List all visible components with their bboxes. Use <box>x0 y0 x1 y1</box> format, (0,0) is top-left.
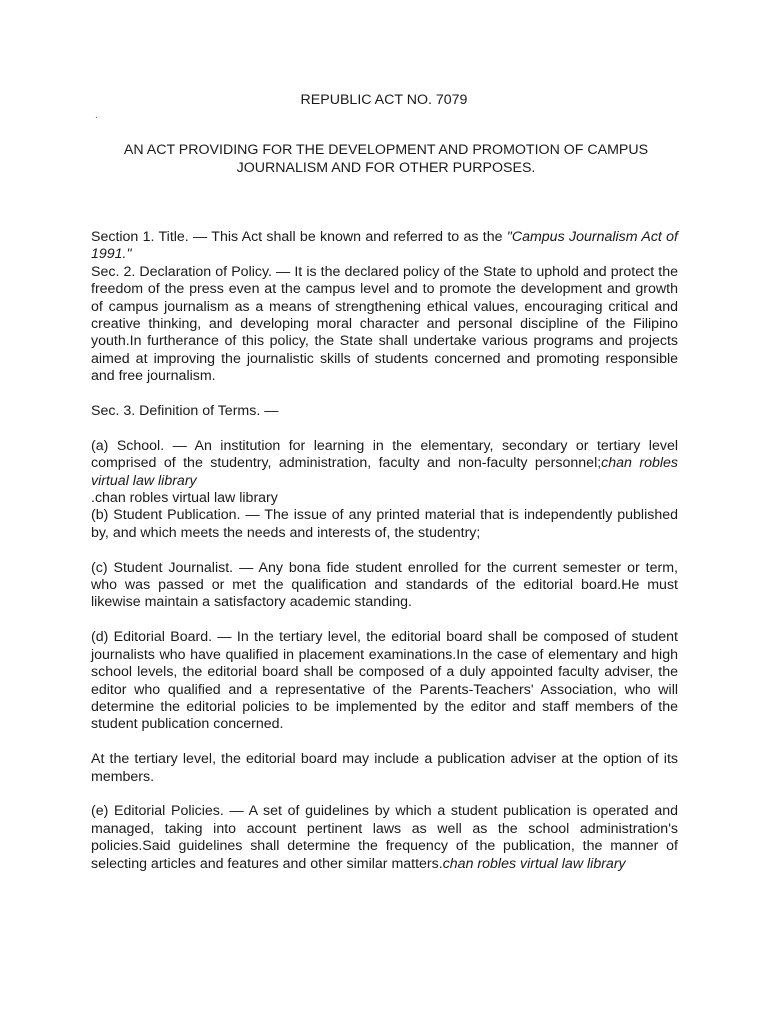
tertiary-note: At the tertiary level, the editorial board may include a publication adviser at the option of its members. <box>91 751 678 785</box>
section-1 <box>91 229 678 264</box>
section-1-short-title: "Campus Journalism Act of 1991." <box>91 229 678 263</box>
section-1-text: Section 1. Title. — This Act shall be known and referred to as the <box>91 229 507 245</box>
definition-e-text: (e) Editorial Policies. — A set of guidelines by which a student publication is operated and managed, taking into account pertinent laws as well as the school administration's policies.Said guidelines shall determine the frequency of the publication, the manner of selecting articles and features and other similar matters. <box>91 803 678 872</box>
document-subtitle: AN ACT PROVIDING FOR THE DEVELOPMENT AND PROMOTION OF CAMPUS JOURNALISM AND FOR OTHER PURPOSES. <box>123 142 649 176</box>
definition-c: (c) Student Journalist. — Any bona fide student enrolled for the current semester or term, who was passed or met the qualification and standards of the editorial board.He must likewise maintain a satisfactory academic standing. <box>91 559 678 611</box>
definition-a <box>91 438 678 490</box>
definition-a-text: (a) School. — An institution for learning in the elementary, secondary or tertiary level comprised of the studentry, administration, faculty and non-faculty personnel; <box>91 437 678 472</box>
document-title: REPUBLIC ACT NO. 7079 <box>300 92 468 108</box>
section-3-heading: Sec. 3. Definition of Terms. — <box>91 403 279 420</box>
definition-b: (b) Student Publication. — The issue of any printed material that is independently published by, and which meets the needs and interests of, the studentry; <box>91 507 678 541</box>
definition-e-watermark: chan robles virtual law library <box>442 855 626 872</box>
definition-a-extra: .chan robles virtual law library <box>91 490 278 507</box>
document-body <box>91 229 678 873</box>
section-2: Sec. 2. Declaration of Policy. — It is the declared policy of the State to uphold and protect the freedom of the press even at the campus level and to promote the development and growth of campus journalism as a means of strengthening ethical values, encouraging critical and creative thinking, and developing moral character and personal discipline of the Filipino youth.In furtherance of this policy, the State shall undertake various programs and projects aimed at improving the journalistic skills of students concerned and promoting responsible and free journalism. <box>91 263 678 385</box>
definition-a-watermark: chan robles virtual law library <box>91 455 678 489</box>
definition-d: (d) Editorial Board. — In the tertiary level, the editorial board shall be composed of student journalists who have qualified in placement examinations.In the case of elementary and high school levels, the editorial board shall be composed of a duly appointed faculty adviser, the editor who qualified and a representative of the Parents-Teachers' Association, who will determine the editorial policies to be implemented by the editor and staff members of the student publication concerned. <box>91 629 678 733</box>
stray-dot: . <box>95 110 98 121</box>
definition-e <box>91 803 678 873</box>
